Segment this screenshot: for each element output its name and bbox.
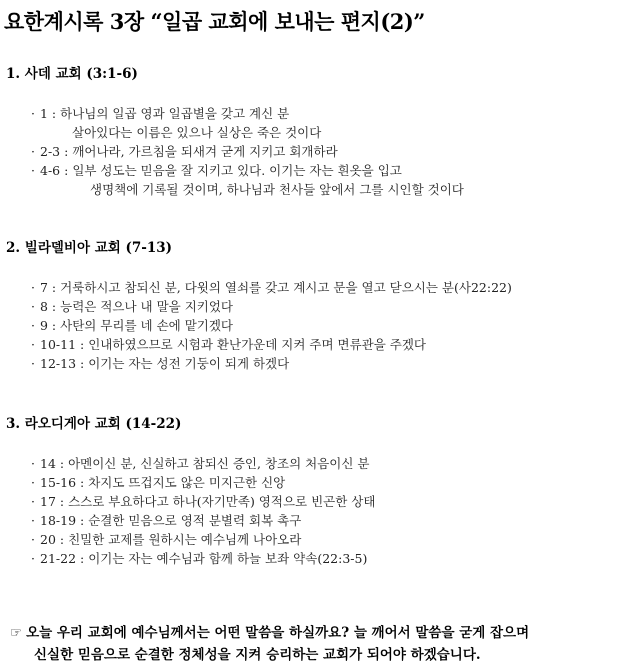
verse-text: 하나님의 일곱 영과 일곱별을 갖고 계신 분 — [60, 106, 290, 121]
closing-exhortation — [10, 622, 615, 666]
list-item: · 17 : 스스로 부요하다고 하나(자기만족) 영적으로 빈곤한 상태 — [31, 494, 376, 509]
verse-text: 능력은 적으나 내 말을 지키었다 — [60, 299, 233, 314]
verse-text: 아멘이신 분, 신실하고 참되신 증인, 창조의 처음이신 분 — [68, 456, 370, 471]
list-item: · 10-11 : 인내하였으므로 시험과 환난가운데 지켜 주며 면류관을 주겠다 — [31, 337, 427, 352]
verse-text: 순결한 믿음으로 영적 분별력 회복 촉구 — [88, 513, 302, 528]
verse-text: 스스로 부요하다고 하나(자기만족) 영적으로 빈곤한 상태 — [68, 494, 376, 509]
verse-text: 친밀한 교제를 원하시는 예수님께 나아오라 — [68, 532, 302, 547]
section-list-philadelphia — [0, 278, 512, 373]
bullet-dot: · — [31, 475, 35, 490]
list-item: · 7 : 거룩하시고 참되신 분, 다윗의 열쇠를 갖고 계시고 문을 열고 닫으시는 분(사22:22) — [31, 280, 512, 295]
list-item: · 21-22 : 이기는 자는 예수님과 함께 하늘 보좌 약속(22:3-5) — [31, 551, 368, 566]
list-item: · 14 : 아멘이신 분, 신실하고 참되신 증인, 창조의 처음이신 분 — [31, 456, 370, 471]
verse-continuation: 살아있다는 이름은 있으나 실상은 죽은 것이다 — [72, 125, 322, 140]
verse-ref: 10-11 — [40, 337, 77, 352]
list-item: · 8 : 능력은 적으나 내 말을 지키었다 — [31, 299, 233, 314]
section-heading-philadelphia: 2. 빌라델비아 교회 (7-13) — [6, 240, 173, 256]
bullet-dot: · — [31, 318, 35, 333]
list-item: · 9 : 사탄의 무리를 네 손에 맡기겠다 — [31, 318, 233, 333]
verse-ref: 12-13 — [40, 356, 77, 371]
bullet-dot: · — [31, 144, 35, 159]
verse-ref: 15-16 — [40, 475, 77, 490]
verse-ref: 1 — [40, 106, 48, 121]
bullet-dot: · — [31, 513, 35, 528]
verse-ref: 20 — [40, 532, 56, 547]
verse-text: 거룩하시고 참되신 분, 다윗의 열쇠를 갖고 계시고 문을 열고 닫으시는 분(사22:22) — [60, 280, 512, 295]
list-item: · 15-16 : 차지도 뜨겁지도 않은 미지근한 신앙 — [31, 475, 286, 490]
verse-ref: 18-19 — [40, 513, 77, 528]
bullet-dot: · — [31, 106, 35, 121]
verse-ref: 2-3 — [40, 144, 61, 159]
list-item: · 18-19 : 순결한 믿음으로 영적 분별력 회복 촉구 — [31, 513, 302, 528]
bullet-dot: · — [31, 532, 35, 547]
section-list-laodicea — [0, 454, 375, 568]
verse-ref: 14 — [40, 456, 56, 471]
verse-text: 깨어나라, 가르침을 되새겨 굳게 지키고 회개하라 — [72, 144, 338, 159]
list-item: · 4-6 : 일부 성도는 믿음을 잘 지키고 있다. 이기는 자는 흰옷을 입고 생명책에 기록될 것이며, 하나님과 천사들 앞에서 그를 시인할 것이다 — [31, 163, 464, 197]
bullet-dot: · — [31, 337, 35, 352]
verse-text: 인내하였으므로 시험과 환난가운데 지켜 주며 면류관을 주겠다 — [88, 337, 427, 352]
verse-ref: 9 — [40, 318, 48, 333]
bullet-dot: · — [31, 356, 35, 371]
verse-text: 이기는 자는 성전 기둥이 되게 하겠다 — [88, 356, 290, 371]
document-title: 요한계시록 3장 “일곱 교회에 보내는 편지(2)” — [4, 9, 425, 34]
verse-ref: 8 — [40, 299, 48, 314]
list-item: · 12-13 : 이기는 자는 성전 기둥이 되게 하겠다 — [31, 356, 290, 371]
section-list-sardis — [0, 104, 464, 199]
section-heading-sardis: 1. 사데 교회 (3:1-6) — [6, 66, 138, 82]
list-item: · 2-3 : 깨어나라, 가르침을 되새겨 굳게 지키고 회개하라 — [31, 144, 338, 159]
verse-text: 사탄의 무리를 네 손에 맡기겠다 — [60, 318, 233, 333]
bullet-dot: · — [31, 456, 35, 471]
pointing-hand-icon: ☞ — [10, 625, 23, 641]
bullet-dot: · — [31, 494, 35, 509]
list-item: · 20 : 친밀한 교제를 원하시는 예수님께 나아오라 — [31, 532, 302, 547]
bullet-dot: · — [31, 551, 35, 566]
bullet-dot: · — [31, 280, 35, 295]
list-item: · 1 : 하나님의 일곱 영과 일곱별을 갖고 계신 분 살아있다는 이름은 있으나 실상은 죽은 것이다 — [0, 104, 464, 142]
bullet-dot: · — [31, 299, 35, 314]
verse-ref: 17 — [40, 494, 56, 509]
closing-line-1: 오늘 우리 교회에 예수님께서는 어떤 말씀을 하실까요? 늘 깨어서 말씀을 굳게 잡으며 — [26, 625, 530, 641]
verse-continuation: 생명책에 기록될 것이며, 하나님과 천사들 앞에서 그를 시인할 것이다 — [90, 182, 464, 197]
verse-ref: 21-22 — [40, 551, 77, 566]
section-heading-laodicea: 3. 라오디게아 교회 (14-22) — [6, 416, 182, 432]
bullet-dot: · — [31, 163, 35, 178]
verse-ref: 4-6 — [40, 163, 61, 178]
verse-text: 일부 성도는 믿음을 잘 지키고 있다. 이기는 자는 흰옷을 입고 — [72, 163, 402, 178]
verse-text: 차지도 뜨겁지도 않은 미지근한 신앙 — [88, 475, 286, 490]
verse-text: 이기는 자는 예수님과 함께 하늘 보좌 약속(22:3-5) — [88, 551, 368, 566]
closing-line-2: 신실한 믿음으로 순결한 정체성을 지켜 승리하는 교회가 되어야 하겠습니다. — [34, 647, 481, 663]
verse-ref: 7 — [40, 280, 48, 295]
